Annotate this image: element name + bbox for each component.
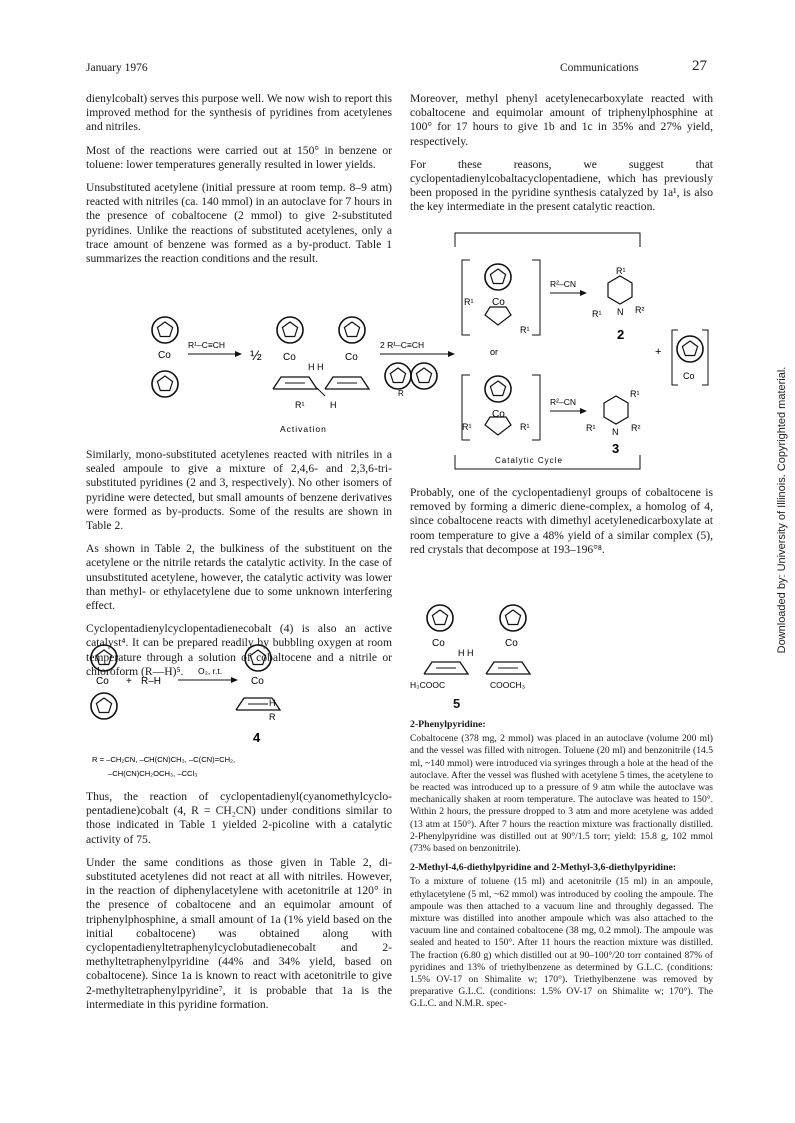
paragraph: Thus, the reaction of cyclopentadienyl(cyanomethylcyclo-pentadiene)cobalt (4, R = CH₂CN) under conditions similar to those indicated in Table 1 yielded 2-picoline with a catalytic activity of 75.	[86, 790, 392, 846]
substituent-label: R	[269, 712, 276, 722]
cyclopentadienyl-ring-icon	[245, 645, 271, 671]
hydrogen-label: H	[330, 400, 337, 410]
substituent-label: R²	[631, 423, 641, 433]
compound-number-2: 2	[617, 327, 625, 342]
cyclopentadienyl-ring-icon	[152, 371, 178, 397]
left-column-bottom	[86, 790, 392, 1021]
compound-5-structure	[408, 600, 568, 700]
substituent-label: R¹	[462, 422, 472, 432]
substituent-label: R¹	[295, 400, 305, 410]
running-header-journal: Communications	[560, 62, 639, 74]
cyclopentadienyl-ring-icon	[427, 605, 453, 631]
arrowhead	[235, 351, 242, 357]
substituent-list: R = –CH₂CN, –CH(CN)CH₃, –C(CN)=CH₂,	[92, 755, 236, 764]
diene-ligand-icon	[273, 377, 317, 389]
compound-number-4: 4	[253, 730, 261, 745]
nitrogen-label: N	[617, 307, 624, 317]
substituent-label: R¹	[464, 297, 474, 307]
substituent-label: R¹	[520, 422, 530, 432]
left-column-top	[86, 92, 392, 275]
paragraph: Moreover, methyl phenyl acetylenecarboxylate reacted with cobaltocene and equimolar amount of triphenylphosphine at 100° for 17 hours to give 1b and 1c in 35% and 27% yield, respectively.	[410, 92, 713, 148]
cobalt-label: Co	[96, 676, 109, 687]
hydrogen-label: H	[269, 698, 276, 708]
cobalt-label: Co	[505, 638, 518, 649]
cobalt-label: Co	[683, 371, 695, 381]
activation-label: Activation	[280, 424, 327, 434]
cobalt-label: Co	[432, 638, 445, 649]
substituent-label: R¹	[586, 423, 596, 433]
nitrogen-label: N	[612, 427, 619, 437]
nitrile-reagent: R²–CN	[550, 279, 576, 289]
hydrogen-label: H H	[308, 362, 324, 372]
substrate-label: R–H	[141, 676, 162, 687]
substituent-label: R²	[635, 305, 645, 315]
cyclopentadienyl-ring-icon	[91, 645, 117, 671]
cyclopentadienyl-ring-icon	[91, 693, 117, 719]
paragraph: Cyclopentadienylcyclopentadienecobalt (4) is also an active catalyst⁴. It can be prepared readily by bubbling oxygen at room temperature through a solution of cobaltocene and a nitrile or chloroform (R—H)⁵.	[86, 622, 392, 678]
cyclopentadienyl-ring-icon	[385, 363, 411, 389]
substituent-label: R¹	[520, 325, 530, 335]
experimental-heading: 2-Phenylpyridine:	[410, 719, 486, 730]
hydrogen-label: H H	[458, 648, 474, 658]
ester-label: COOCH₃	[490, 680, 526, 690]
paragraph: As shown in Table 2, the bulkiness of the substituent on the acetylene or the nitrile retards the catalytic activity. In the case of unsubstituted acetylene, however, the catalytic activity was lower than methyl- or ethylacetylene due to some unknown interfering effect.	[86, 542, 392, 613]
experimental-paragraph: Cobaltocene (378 mg, 2 mmol) was placed in an autoclave (volume 200 ml) and the vessel was filled with nitrogen. Toluene (20 ml) and benzonitrile (14.5 ml, ~140 mmol) were introduced via syringes through a hole at the head of the autoclave. After the vessel was flushed with acetylene 5 times, the acetylene to be reacted was introduced up to a pressure of 9 atm while the autoclave was mechanically shaken at room temperature. The autoclave was heated to 150°. Within 2 hours, the pressure dropped to 3 atm and more acetylene was added (13 atm at 150°). After 7 hours the reaction mixture was fractionally distilled. 2-Phenylpyridine was distilled out at 90°/1.5 torr; yield: 15.8 g, 102 mmol (73% based on benzonitrile).	[410, 733, 713, 855]
substituent-label: R¹	[630, 389, 640, 399]
pyridine-ring-icon	[604, 396, 628, 424]
catalytic-cycle-label: Catalytic Cycle	[495, 456, 563, 465]
catalytic-cycle-scheme	[440, 225, 720, 475]
diene-ligand-icon	[325, 377, 369, 389]
cobalt-label: Co	[345, 352, 358, 363]
cyclopentadienyl-ring-icon	[411, 363, 437, 389]
page-number: 27	[692, 58, 707, 74]
diene-ligand-icon	[486, 662, 530, 674]
substituent-label: R¹	[616, 266, 626, 276]
cobalt-label: Co	[251, 676, 264, 687]
cyclopentadienyl-ring-icon	[339, 317, 365, 343]
cobalt-label: Co	[492, 297, 505, 308]
diene-ligand-icon	[424, 662, 468, 674]
paragraph: Probably, one of the cyclopentadienyl groups of cobaltocene is removed by forming a dimeric diene-complex, a homolog of 4, since cobaltocene reacts with dimethyl acetylenedicarboxylate at room temperature to give a 48% yield of a similar complex (5), red crystals that decompose at 193–196°⁸.	[410, 486, 713, 556]
cobalt-label: Co	[492, 409, 505, 420]
acetylene-reagent: R¹–C≡CH	[188, 340, 226, 350]
plus-sign: +	[126, 676, 132, 687]
paragraph: Under the same conditions as those given in Table 2, di-substituted acetylenes did not react at all with nitriles. However, in the reaction of diphenylacetylene with acetonitrile at 120° in the presence of cobaltocene and an equimolar amount of triphenylphosphine, a small amount of 1a (1% yield based on the initial cobaltocene) was obtained along with cyclopentadienyltetraphenylcyclobutadienecobalt and 2-methyltetraphenylpyridine (44% and 34% yield, based on cobaltocene). Since 1a is known to react with acetonitrile to give 2-methyltetraphenylpyridine⁷, it is probable that 1a is the intermediate in this pyridine formation.	[86, 855, 392, 1011]
right-column-top	[410, 92, 713, 224]
cyclopentadienyl-ring-icon	[485, 264, 511, 290]
running-header-date: January 1976	[86, 62, 148, 74]
nitrile-reagent: R²–CN	[550, 397, 576, 407]
cyclopentadienyl-ring-icon	[277, 317, 303, 343]
paragraph: Similarly, mono-substituted acetylenes reacted with nitriles in a sealed ampoule to give a mixture of 2,4,6- and 2,3,6-tri-substituted pyridines (2 and 3, respectively). No other isomers of pyridine were detected, but small amounts of benzene derivatives were formed as by-products. Some of the results are shown in Table 2.	[86, 448, 392, 533]
reaction-conditions: O₂, r.t.	[198, 666, 223, 676]
paragraph: For these reasons, we suggest that cyclopentadienylcobaltacyclopentadiene, which has previously been proposed in the pyridine synthesis catalyzed by 1a¹, is also the key intermediate in the present catalytic reaction.	[410, 157, 713, 214]
substituent-label: R¹	[592, 309, 602, 319]
paragraph: Most of the reactions were carried out at 150° in benzene or toluene: lower temperatures generally resulted in lower yields.	[86, 143, 392, 171]
cobalt-label: Co	[283, 352, 296, 363]
substituent-label: R	[398, 389, 404, 398]
experimental-paragraph: To a mixture of toluene (15 ml) and acetonitrile (15 ml) in an ampoule, ethylacetylene (5 ml, ~62 mmol) was introduced by cooling the ampoule. The ampoule was then attached to a vacuum line and throughly degassed. The mixture was distilled into another ampoule which was also attached to the vacuum line and contained cobaltocene (38 mg, 0.2 mmol). The ampoule was sealed and heated to 150°. After 11 hours the reaction mixture was distilled. The fraction (6.80 g) which distilled out at 90–100°/20 torr contained 87% of pyridines and 13% of triethylbenzene as determined by G.L.C. (conditions: 1.5% OV-17 on Shimalite w; 170°). Triethylbenzene was removed by preparative G.L.C. (conditions: 1.5% OV-17 on Shimalite w; 170°). The G.L.C. and N.M.R. spec-	[410, 876, 713, 1010]
compound-number-3: 3	[612, 441, 620, 456]
right-column-middle	[410, 486, 713, 566]
or-label: or	[490, 347, 499, 357]
plus-sign: +	[655, 346, 662, 358]
download-watermark: Downloaded by: University of Illinois. Copyrighted material.	[776, 366, 788, 654]
pyridine-ring-icon	[608, 276, 632, 304]
oxidation-scheme	[86, 640, 386, 780]
experimental-heading: 2-Methyl-4,6-diethylpyridine and 2-Methyl-3,6-diethylpyridine:	[410, 862, 677, 874]
activation-scheme	[140, 312, 460, 442]
paragraph: dienylcobalt) serves this purpose well. We now wish to report this improved method for the synthesis of pyridines from acetylenes and nitriles.	[86, 92, 392, 134]
experimental-section	[410, 712, 713, 1017]
cyclopentadienyl-ring-icon	[152, 317, 178, 343]
substituent-list: –CH(CN)CH₂OCH₃, –CCl₃	[108, 769, 198, 778]
compound-number-5: 5	[453, 696, 461, 711]
cobalt-label: Co	[158, 350, 171, 361]
ester-label: H₃COOC	[410, 680, 446, 690]
cyclopentadienyl-ring-icon	[485, 376, 511, 402]
acetylene-reagent: 2 R¹–C≡CH	[380, 340, 425, 350]
paragraph: Unsubstituted acetylene (initial pressure at room temp. 8–9 atm) reacted with nitriles (ca. 140 mmol) in an autoclave for 7 hours in the presence of cobaltocene (2 mmol) to give 2-substituted pyridines. Unlike the reactions of substituted acetylenes, only a trace amount of benzene was formed as a by-product. Table 1 summarizes the reaction conditions and the result.	[86, 181, 392, 266]
arrowhead	[231, 677, 238, 683]
cyclopentadienyl-ring-icon	[500, 605, 526, 631]
metallacycle-icon	[485, 307, 511, 325]
cyclopentadienyl-ring-icon	[677, 336, 703, 362]
half-factor: ½	[250, 347, 262, 363]
